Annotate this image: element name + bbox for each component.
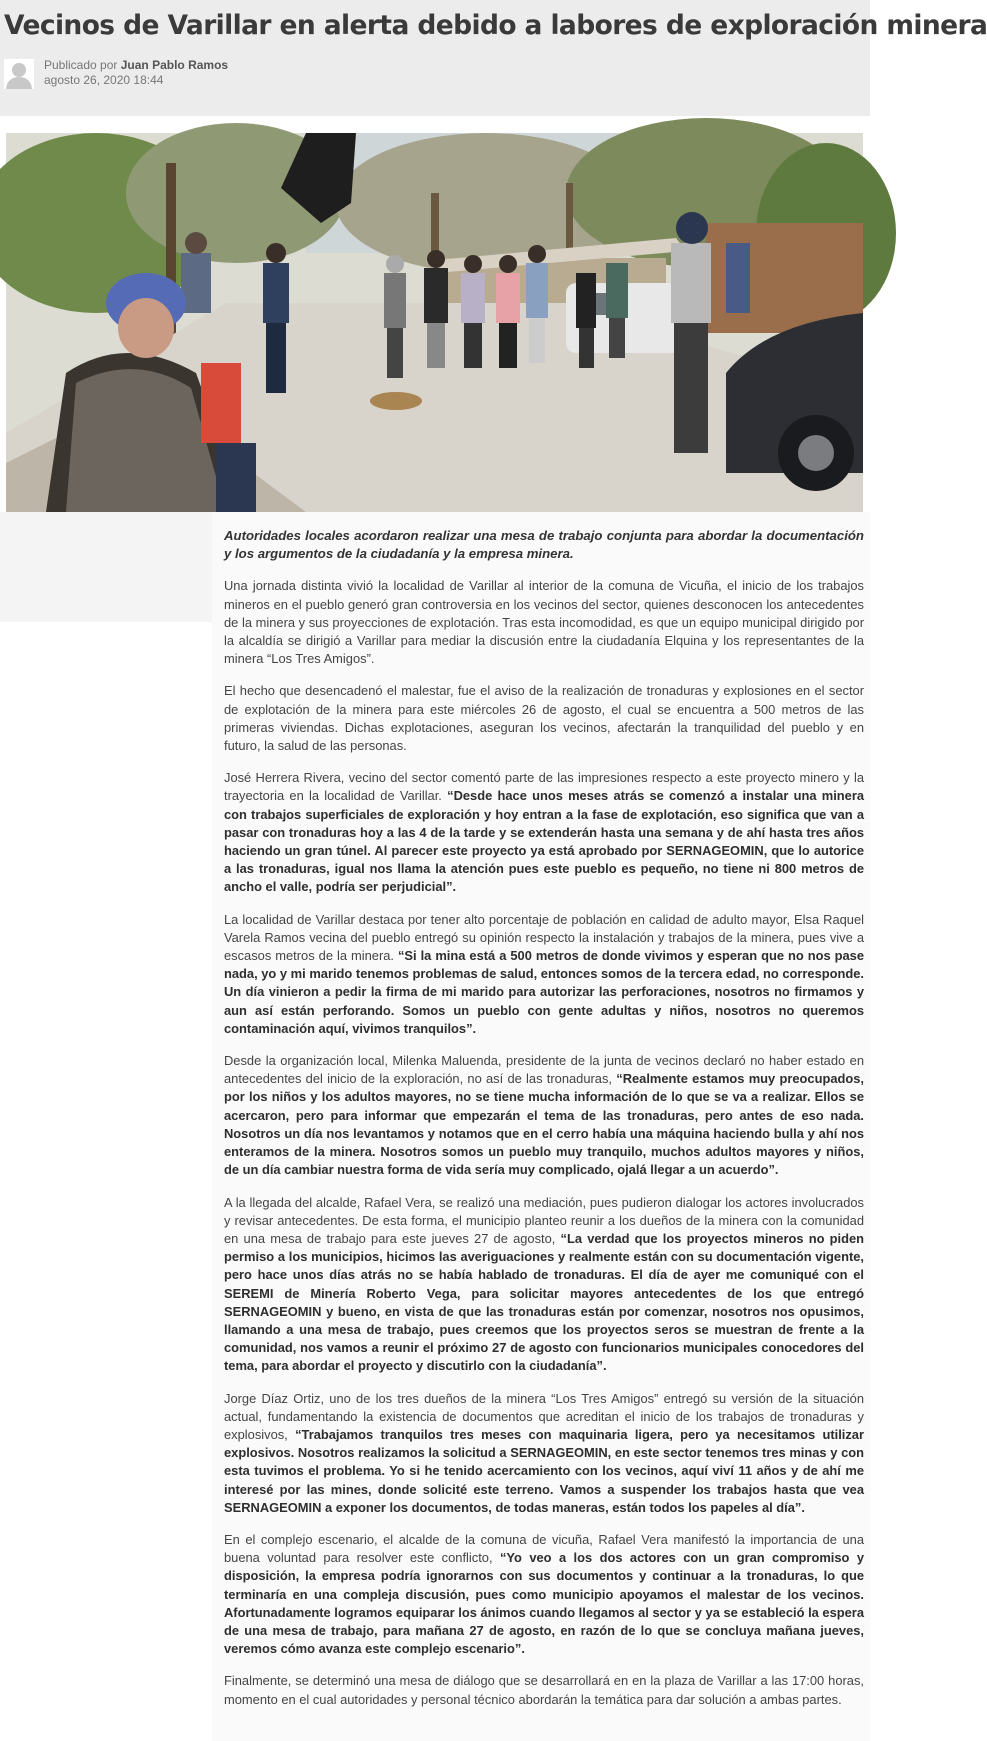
left-margin-panel xyxy=(0,512,212,622)
article-paragraph: A la llegada del alcalde, Rafael Vera, se realizó una mediación, pues pudieron dialogar los actores involucrados y revisar antecedentes. De esta forma, el municipio planteo reunir a los dueños de la minera con la comunidad en una mesa de trabajo para este jueves 27 de agosto, “La verdad que los proyectos mineros no piden permiso a los municipios, hicimos las averiguaciones y realmente están con su documentación vigente, pero hace unos días atrás no se había hablado de tronaduras. El día de ayer me comuniqué con el SEREMI de Minería Roberto Vega, para solicitar mayores antecedentes de los que entregó SERNAGEOMIN y bueno, en vista de que las tronaduras están por comenzar, nosotros nos opusimos, llamando a una mesa de trabajo, pues creemos que los proyectos seros se muestran de frente a la comunidad, nos vamos a reunir el próximo 27 de agosto con funcionarios municipales conocedores del tema, para abordar el proyecto y discutirlo con la ciudadanía”. xyxy=(224,1194,865,1374)
quote: “Trabajamos tranquilos tres meses con maquinaria ligera, pero ya necesitamos utilizar explosivos. Nosotros realizamos la solicitud a SERNAGEOMIN, en este sector tenemos tres minas y con esta tuvimos el problema. Yo si he tenido acercamiento con los vecinos, aquí viví 11 años y de ahí me interesé por las mines, donde solicité este terreno. Vamos a suspender los trabajos hasta que vea SERNAGEOMIN a exponer los documentos, de todas maneras, están todos los papeles al día”. xyxy=(224,1426,864,1515)
article-paragraph: En el complejo escenario, el alcalde de la comuna de vicuña, Rafael Vera manifestó la importancia de una buena voluntad para resolver este conflicto, “Yo veo a los dos actores con un gran compromiso y disposición, la empresa podría ignorarnos con sus documentos y continuar a la tronaduras, lo que terminaría en una compleja discusión, pues como municipio apoyamos el malestar de los vecinos. Afortunadamente logramos equiparar los ánimos cuando llegamos al sector y ya se estableció la espera de una mesa de trabajo, para mañana 27 de agosto, en razón de lo que se concluya mañana jueves, veremos cómo avanza este complejo escenario”. xyxy=(224,1531,864,1657)
article-photo xyxy=(6,133,863,512)
publish-date: agosto 26, 2020 18:44 xyxy=(44,73,164,87)
byline xyxy=(44,58,228,88)
article-paragraph: Una jornada distinta vivió la localidad de Varillar al interior de la comuna de Vicuña, el inicio de los trabajos mineros en el pueblo generó gran controversia en los vecinos del sector, quienes desconocen los antecedentes de la minera y sus proyecciones de explotación. Tras esta incomodidad, es que un equipo municipal dirigido por la alcaldía se dirigió a Varillar para mediar la discusión entre la ciudadanía Elquina y los representantes de la minera “Los Tres Amigos”. xyxy=(224,578,864,667)
article-header xyxy=(0,0,987,116)
article-paragraph: La localidad de Varillar destaca por tener alto porcentaje de población en calidad de adulto mayor, Elsa Raquel Varela Ramos vecina del pueblo entregó su opinión respecto la instalación y trabajos de la minera, pues vive a escasos metros de la minera. “Si la mina está a 500 metros de donde vivimos y esperan que no nos pase nada, yo y mi marido tenemos problemas de salud, entonces somos de la tercera edad, no corresponde. Un día vinieron a pedir la firma de mi marido para autorizar las perforaciones, nosotros no firmamos y aun así están perforando. Somos un pueblo con gente adultas y niños, nosotros no queremos contaminación aquí, vivimos tranquilos”. xyxy=(224,911,865,1036)
article-lead: Autoridades locales acordaron realizar una mesa de trabajo conjunta para abordar la documentación y los argumentos de la ciudadanía y la empresa minera. xyxy=(224,528,864,562)
article-paragraph: El hecho que desencadenó el malestar, fue el aviso de la realización de tronaduras y explosiones en el sector de explotación de la minera para este miércoles 26 de agosto, el cual se encuentra a 500 metros de las primeras viviendas. Dichas explotaciones, aseguran los vecinos, afectarán la tranquilidad del pueblo y en futuro, la salud de las personas. xyxy=(224,683,864,754)
quote: “Desde hace unos meses atrás se comenzó a instalar una minera con trabajos superficiales de exploración y hoy entran a la fase de explotación, eso significa que van a pasar con tronaduras hoy a las 4 de la tarde y se extenderán hasta una semana y de ahí hasta tres años haciendo un gran túnel. Al parecer este proyecto ya está aprobado por SERNAGEOMIN, que lo autorice a las tronaduras, igual nos llama la atención pues este pueblo es pequeño, no tiene ni 800 metros de ancho el valle, podría ser perjudicial”. xyxy=(224,788,864,895)
quote: “La verdad que los proyectos mineros no piden permiso a los municipios, hicimos las averiguaciones y realmente están con su documentación vigente, pero hace unos días atrás no se había hablado de tronaduras. El día de ayer me comuniqué con el SEREMI de Minería Roberto Vega, para solicitar mayores antecedentes de los que entregó SERNAGEOMIN y bueno, en vista de que las tronaduras están por comenzar, nosotros nos opusimos, llamando a una mesa de trabajo, pues creemos que los proyectos seros se muestran de frente a la comunidad, nos vamos a reunir el próximo 27 de agosto con funcionarios municipales conocedores del tema, para abordar el proyecto y discutirlo con la ciudadanía”. xyxy=(224,1230,865,1374)
quote: “Realmente estamos muy preocupados, por los niños y los adultos mayores, no se tiene mucha información de lo que se va a realizar. Ellos se acercaron, pero para informar que empezarán el tema de las tronaduras, pero antes de eso nada. Nosotros un día nos levantamos y notamos que en el cerro había una máquina haciendo bulla y ahí nos enteramos de la minera. Nosotros somos un pueblo muy tranquilo, muchos adultos mayores y niños, de un día cambiar nuestra forma de vida sería muy complicado, ojalá llegar a un acuerdo”. xyxy=(224,1071,864,1178)
author-avatar[interactable] xyxy=(4,59,34,89)
quote: “Si la mina está a 500 metros de donde vivimos y esperan que no nos pase nada, yo y mi marido tenemos problemas de salud, entonces somos de la tercera edad, no corresponde. Un día vinieron a pedir la firma de mi marido para autorizar las perforaciones, nosotros no firmamos y aun así están perforando. Somos un pueblo con gente adultas y niños, nosotros no queremos contaminación aquí, vivimos tranquilos”. xyxy=(224,948,865,1036)
user-placeholder-icon xyxy=(4,59,34,89)
byline-prefix: Publicado por xyxy=(44,58,118,72)
article-paragraph: Desde la organización local, Milenka Maluenda, presidente de la junta de vecinos declaró no haber estado en antecedentes del inicio de la exploración, no así de las tronaduras, “Realmente estamos muy preocupados, por los niños y los adultos mayores, no se tiene mucha información de lo que se va a realizar. Ellos se acercaron, pero para informar que empezarán el tema de las tronaduras, pero antes de eso nada. Nosotros un día nos levantamos y notamos que en el cerro había una máquina haciendo bulla y ahí nos enteramos de la minera. Nosotros somos un pueblo muy tranquilo, muchos adultos mayores y niños, de un día cambiar nuestra forma de vida sería muy complicado, ojalá llegar a un acuerdo”. xyxy=(224,1053,864,1178)
article-paragraph: Jorge Díaz Ortiz, uno de los tres dueños de la minera “Los Tres Amigos” entregó su versión de la situación actual, fundamentando la existencia de documentos que acreditan el inicio de los trabajos de tronaduras y explosivos, “Trabajamos tranquilos tres meses con maquinaria ligera, pero ya necesitamos utilizar explosivos. Nosotros realizamos la solicitud a SERNAGEOMIN, en este sector tenemos tres minas y con esta tuvimos el problema. Yo si he tenido acercamiento con los vecinos, aquí viví 11 años y de ahí me interesé por las mines, donde solicité este terreno. Vamos a suspender los trabajos hasta que vea SERNAGEOMIN a exponer los documentos, de todas maneras, están todos los papeles al día”. xyxy=(224,1390,864,1515)
quote: “Yo veo a los dos actores con un gran compromiso y disposición, la empresa podría ignorarnos con sus documentos y continuar a la tronaduras, lo que terminaría en una compleja discusión, pues como municipio apoyamos el malestar de los vecinos. Afortunadamente logramos equiparar los ánimos cuando llegamos al sector y ya se estableció la espera de una mesa de trabajo, para mañana 27 de agosto, en razón de lo que se concluya mañana jueves, veremos cómo avanza este complejo escenario”. xyxy=(224,1550,864,1657)
author-link[interactable]: Juan Pablo Ramos xyxy=(120,58,229,72)
article-title: Vecinos de Varillar en alerta debido a labores de exploración minera xyxy=(4,10,987,41)
article-paragraph: Finalmente, se determinó una mesa de diálogo que se desarrollará en en la plaza de Varillar a las 17:00 horas, momento en el cual autoridades y personal técnico abordarán la temática para dar solución a ambas partes. xyxy=(224,1673,864,1707)
article-paragraph: José Herrera Rivera, vecino del sector comentó parte de las impresiones respecto a este proyecto minero y la trayectoria en la localidad de Varillar. “Desde hace unos meses atrás se comenzó a instalar una minera con trabajos superficiales de exploración y hoy entran a la fase de explotación, eso significa que van a pasar con tronaduras hoy a las 4 de la tarde y se extenderán hasta una semana y de ahí hasta tres años haciendo un gran túnel. Al parecer este proyecto ya está aprobado por SERNAGEOMIN, que lo autorice a las tronaduras, igual nos llama la atención pues este pueblo es pequeño, no tiene ni 800 metros de ancho el valle, podría ser perjudicial”. xyxy=(224,770,864,895)
article-body xyxy=(212,512,870,1741)
